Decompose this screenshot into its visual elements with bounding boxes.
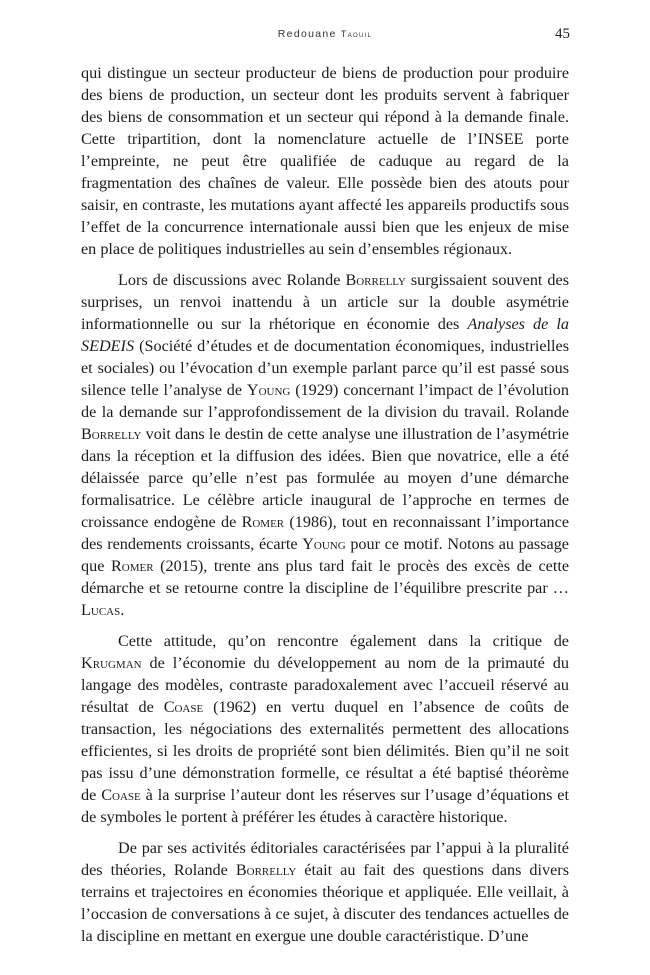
author-name: Coase: [101, 786, 141, 804]
text-run: voit dans le destin de cette analyse une illustration de l’asymétrie dans la réception et la diffusion des idées. Bien que novatrice, elle a été délaissée parce qu’elle n’est pas formulée au moyen d’une démarche formalisatrice. Le célèbre article inaugural de l’approche en termes de croissance endogène de: [81, 425, 569, 531]
text-run: (1986), tout en reconnaissant l’importance des rendements croissants, écarte: [81, 513, 569, 553]
author-name: Young: [302, 535, 346, 553]
running-head: [0, 26, 650, 46]
text-run: à la surprise l’auteur dont les réserves sur l’usage d’équations et de symboles le portent à préférer les études à caractère historique.: [81, 786, 569, 826]
paragraph: [81, 837, 569, 947]
author-name: Borrelly: [235, 861, 297, 879]
text-run: surgissaient souvent des surprises, un renvoi inattendu à un article sur la double asymétrie informationnelle ou sur la rhétorique en économie des: [81, 271, 570, 333]
author-last-name: Taouil: [340, 29, 373, 39]
text-run: (1962) en vertu duquel en l’absence de coûts de transaction, les négociations des externalités permettent des allocations efficientes, si les droits de propriété sont bien délimités. Bien qu’il ne soit pas issu d’une démonstration formelle, ce résultat a été baptisé théorème de: [81, 698, 569, 804]
author-name: Young: [246, 381, 291, 399]
running-head-author: [0, 28, 650, 40]
text-run: (2015), trente ans plus tard fait le procès des excès de cette démarche et se retourne contre la discipline de l’équilibre prescrite par …: [81, 557, 570, 597]
text-run: de l’économie du développement au nom de la primauté du langage des modèles, contraste paradoxalement avec l’accueil réservé au résultat de: [81, 654, 569, 716]
author-name: Borrelly: [81, 425, 142, 443]
page-number: 45: [555, 26, 570, 42]
author-name: Romer: [241, 513, 285, 531]
paragraph: [81, 630, 569, 828]
author-name: Krugman: [81, 654, 142, 672]
text-run: Lors de discussions avec Rolande: [118, 271, 346, 289]
text-run: (1929) concernant l’impact de l’évolution de la demande sur l’approfondissement de la division du travail. Rolande: [81, 381, 569, 421]
text-run: (Société d’études et de documentation économiques, industrielles et sociales) ou l’évocation d’un exemple parlant parce qu’il est passé sous silence telle l’analyse de: [81, 337, 569, 399]
italic-title: Analyses de la SEDEIS: [81, 315, 569, 355]
body-text: [81, 62, 569, 956]
author-name: Lucas: [81, 601, 121, 619]
text-run: .: [120, 601, 125, 619]
paragraph: [81, 62, 569, 260]
author-first-name: Redouane: [277, 28, 337, 40]
text-run: pour ce motif. Notons au passage que: [81, 535, 569, 575]
text-run: De par ses activités éditoriales caractérisées par l’appui à la pluralité des théories, Rolande: [81, 839, 569, 879]
text-run: qui distingue un secteur producteur de biens de production pour produire des biens de production, un secteur dont les produits servent à fabriquer des biens de consommation et un secteur qui répond à la demande finale. Cette tripartition, dont la nomenclature actuelle de l’INSEE porte l’empreinte, ne peut être qualifiée de caduque au regard de la fragmentation des chaînes de valeur. Elle possède bien des atouts pour saisir, en contraste, les mutations ayant affecté les appareils productifs sous l’effet de la concurrence internationale aussi bien que les enjeux de mise en place de politiques industrielles au sein d’ensembles régionaux.: [81, 64, 569, 258]
paragraph: [81, 269, 569, 621]
author-name: Coase: [163, 698, 204, 716]
author-name: Borrelly: [345, 271, 406, 289]
text-run: Cette attitude, qu’on rencontre également dans la critique de: [118, 632, 569, 650]
author-name: Romer: [110, 557, 154, 575]
text-run: était au fait des questions dans divers terrains et trajectoires en économies théorique et appliquée. Elle veillait, à l’occasion de conversations à ce sujet, à discuter des tendances actuelles de la discipline en mettant en exergue une double caractéristique. D’une: [81, 861, 569, 945]
